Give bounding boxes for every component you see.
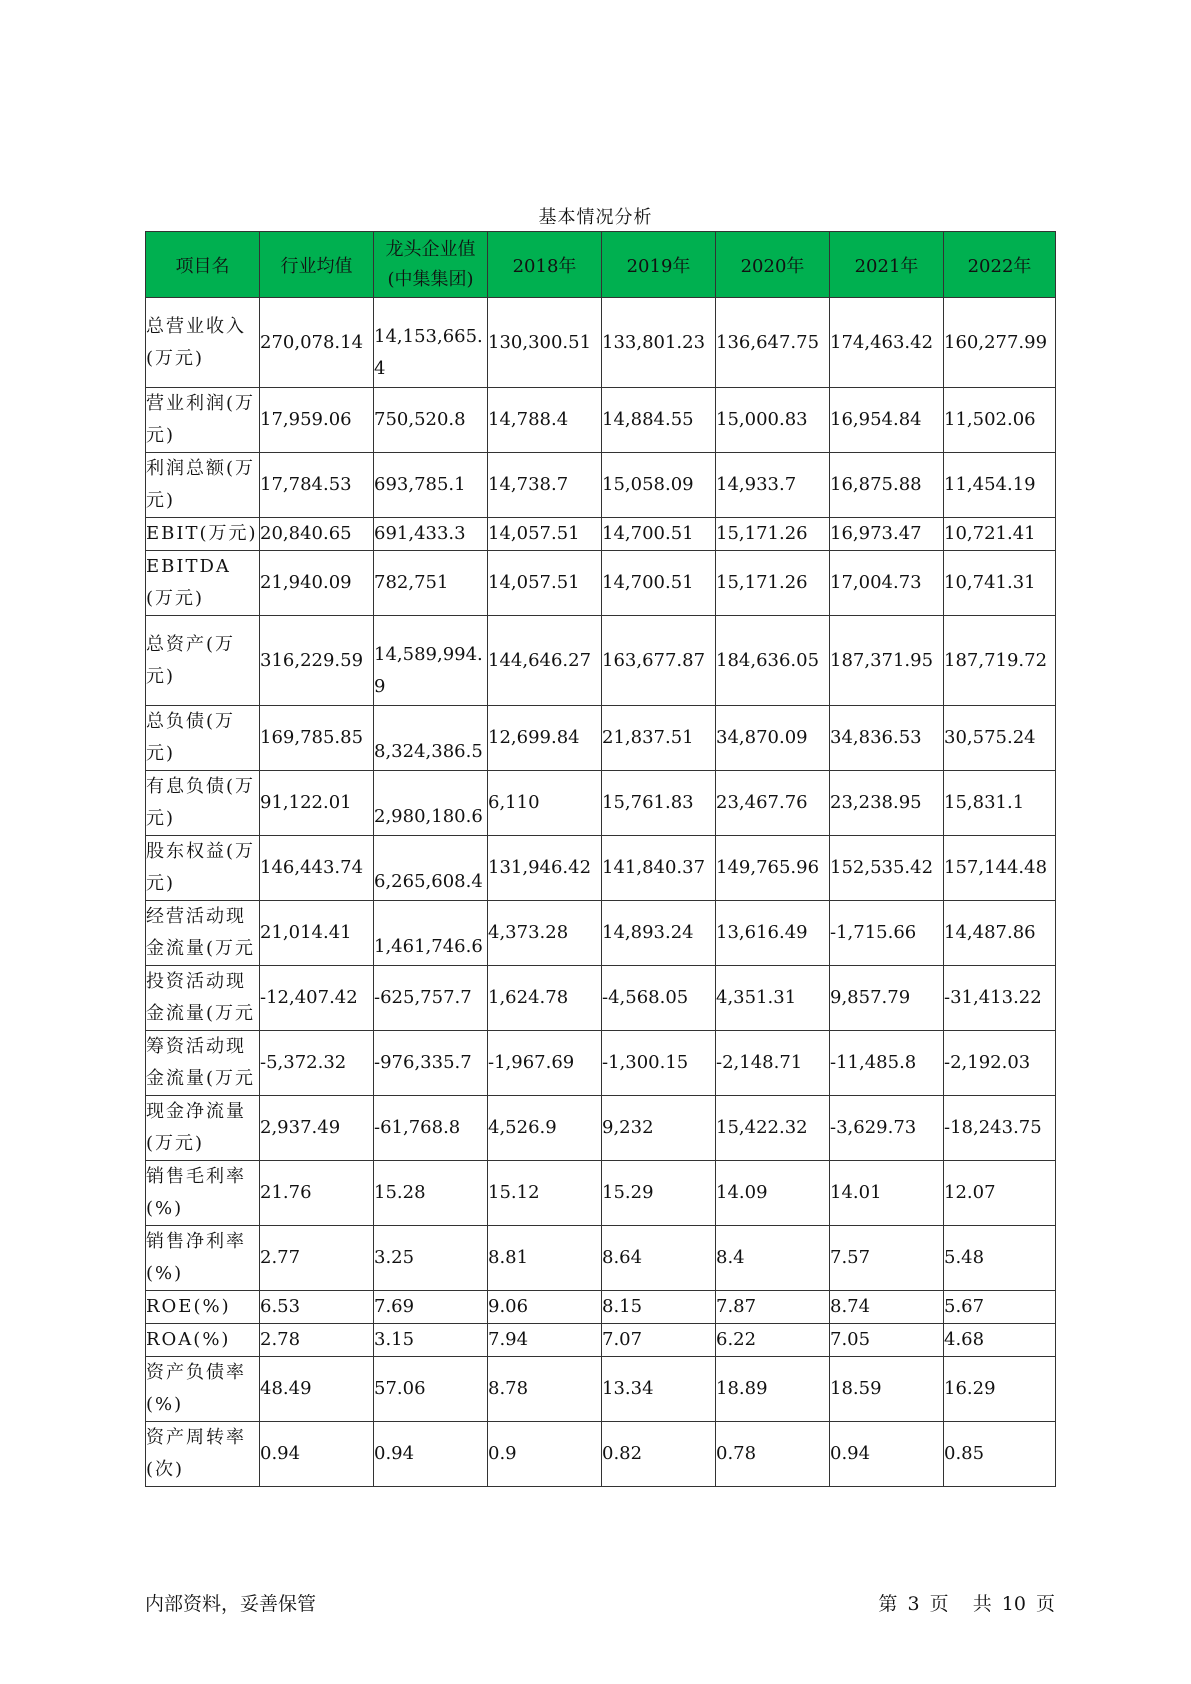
table-cell: 15,000.83 <box>716 388 830 453</box>
table-cell: 1,461,746.6 <box>374 901 488 966</box>
table-cell: 14,057.51 <box>488 518 602 551</box>
header-2020: 2020年 <box>716 232 830 298</box>
table-cell: 15,171.26 <box>716 551 830 616</box>
table-body <box>146 298 1056 1487</box>
row-label: 筹资活动现金流量(万元 <box>146 1031 260 1096</box>
table-cell: 18.59 <box>830 1357 944 1422</box>
table-cell: 15,171.26 <box>716 518 830 551</box>
table-cell: 0.94 <box>830 1422 944 1487</box>
table-cell: 10,721.41 <box>944 518 1056 551</box>
table-cell: 11,502.06 <box>944 388 1056 453</box>
table-row <box>146 551 1056 616</box>
table-cell: 4,373.28 <box>488 901 602 966</box>
table-cell: 91,122.01 <box>260 771 374 836</box>
row-label: 投资活动现金流量(万元 <box>146 966 260 1031</box>
table-row <box>146 518 1056 551</box>
table-cell: 0.82 <box>602 1422 716 1487</box>
table-cell: 14,788.4 <box>488 388 602 453</box>
header-2022: 2022年 <box>944 232 1056 298</box>
row-label: 经营活动现金流量(万元 <box>146 901 260 966</box>
table-cell: 34,836.53 <box>830 706 944 771</box>
table-cell: 14,738.7 <box>488 453 602 518</box>
table-row <box>146 388 1056 453</box>
table-cell: 2,980,180.6 <box>374 771 488 836</box>
table-cell: 8.81 <box>488 1226 602 1291</box>
table-cell: 21.76 <box>260 1161 374 1226</box>
table-cell: 1,624.78 <box>488 966 602 1031</box>
table-cell: 4,526.9 <box>488 1096 602 1161</box>
table-cell: 8.64 <box>602 1226 716 1291</box>
table-cell: -625,757.7 <box>374 966 488 1031</box>
table-cell: 7.07 <box>602 1324 716 1357</box>
table-cell: -2,148.71 <box>716 1031 830 1096</box>
table-title: 基本情况分析 <box>538 207 653 228</box>
table-cell: 21,940.09 <box>260 551 374 616</box>
table-cell: 316,229.59 <box>260 616 374 706</box>
table-row <box>146 453 1056 518</box>
table-cell: 691,433.3 <box>374 518 488 551</box>
total-prefix: 共 <box>972 1593 992 1615</box>
table-cell: 160,277.99 <box>944 298 1056 388</box>
table-cell: -976,335.7 <box>374 1031 488 1096</box>
table-cell: 157,144.48 <box>944 836 1056 901</box>
total-pages: 10 <box>1001 1593 1026 1615</box>
table-cell: 20,840.65 <box>260 518 374 551</box>
table-cell: -3,629.73 <box>830 1096 944 1161</box>
table-cell: 12,699.84 <box>488 706 602 771</box>
table-row <box>146 1324 1056 1357</box>
table-cell: 146,443.74 <box>260 836 374 901</box>
table-row <box>146 1161 1056 1226</box>
table-cell: 30,575.24 <box>944 706 1056 771</box>
table-cell: 0.78 <box>716 1422 830 1487</box>
table-cell: 0.9 <box>488 1422 602 1487</box>
table-cell: 8.78 <box>488 1357 602 1422</box>
table-cell: 6,110 <box>488 771 602 836</box>
row-label: 利润总额(万元) <box>146 453 260 518</box>
table-cell: 23,467.76 <box>716 771 830 836</box>
row-label: 总资产(万元) <box>146 616 260 706</box>
table-cell: 21,837.51 <box>602 706 716 771</box>
table-cell: 14,589,994.9 <box>374 616 488 706</box>
table-cell: 0.85 <box>944 1422 1056 1487</box>
table-row <box>146 1096 1056 1161</box>
table-cell: -1,967.69 <box>488 1031 602 1096</box>
table-cell: 9,232 <box>602 1096 716 1161</box>
table-cell: 149,765.96 <box>716 836 830 901</box>
table-cell: 187,719.72 <box>944 616 1056 706</box>
table-cell: 14.01 <box>830 1161 944 1226</box>
table-cell: -12,407.42 <box>260 966 374 1031</box>
table-cell: 7.87 <box>716 1291 830 1324</box>
row-label: 资产负债率(%) <box>146 1357 260 1422</box>
table-cell: 14.09 <box>716 1161 830 1226</box>
header-leader-label: 龙头企业值(中集集团) <box>385 238 476 290</box>
table-cell: 693,785.1 <box>374 453 488 518</box>
table-cell: -2,192.03 <box>944 1031 1056 1096</box>
table-cell: 14,700.51 <box>602 518 716 551</box>
table-cell: 0.94 <box>260 1422 374 1487</box>
table-cell: 11,454.19 <box>944 453 1056 518</box>
table-cell: 17,004.73 <box>830 551 944 616</box>
table-cell: 14,893.24 <box>602 901 716 966</box>
table-cell: 141,840.37 <box>602 836 716 901</box>
table-cell: 5.67 <box>944 1291 1056 1324</box>
header-2021: 2021年 <box>830 232 944 298</box>
table-row <box>146 616 1056 706</box>
table-cell: 3.25 <box>374 1226 488 1291</box>
table-cell: 163,677.87 <box>602 616 716 706</box>
table-row <box>146 298 1056 388</box>
table-cell: -18,243.75 <box>944 1096 1056 1161</box>
table-cell: 782,751 <box>374 551 488 616</box>
table-cell: 14,057.51 <box>488 551 602 616</box>
row-label: 资产周转率(次) <box>146 1422 260 1487</box>
table-cell: 2,937.49 <box>260 1096 374 1161</box>
table-row <box>146 1291 1056 1324</box>
row-label: ROE(%) <box>146 1291 260 1324</box>
table-row <box>146 966 1056 1031</box>
table-cell: 8.15 <box>602 1291 716 1324</box>
table-cell: -4,568.05 <box>602 966 716 1031</box>
row-label: 销售毛利率(%) <box>146 1161 260 1226</box>
table-cell: 144,646.27 <box>488 616 602 706</box>
table-cell: 14,884.55 <box>602 388 716 453</box>
table-row <box>146 1226 1056 1291</box>
table-cell: 15.28 <box>374 1161 488 1226</box>
table-cell: 14,700.51 <box>602 551 716 616</box>
table-cell: 13.34 <box>602 1357 716 1422</box>
table-cell: 16,875.88 <box>830 453 944 518</box>
header-item-name: 项目名 <box>146 232 260 298</box>
row-label: ROA(%) <box>146 1324 260 1357</box>
table-cell: 6.53 <box>260 1291 374 1324</box>
table-cell: 2.77 <box>260 1226 374 1291</box>
table-cell: 0.94 <box>374 1422 488 1487</box>
table-cell: 2.78 <box>260 1324 374 1357</box>
table-cell: 16,973.47 <box>830 518 944 551</box>
table-row <box>146 1031 1056 1096</box>
table-cell: 48.49 <box>260 1357 374 1422</box>
table-cell: 14,933.7 <box>716 453 830 518</box>
table-cell: 4,351.31 <box>716 966 830 1031</box>
table-cell: 136,647.75 <box>716 298 830 388</box>
header-leader-value <box>374 232 488 298</box>
table-cell: 7.57 <box>830 1226 944 1291</box>
page-prefix: 第 <box>878 1593 898 1615</box>
table-cell: 5.48 <box>944 1226 1056 1291</box>
table-cell: -5,372.32 <box>260 1031 374 1096</box>
row-label: 销售净利率(%) <box>146 1226 260 1291</box>
header-2019: 2019年 <box>602 232 716 298</box>
table-cell: 16,954.84 <box>830 388 944 453</box>
table-cell: 184,636.05 <box>716 616 830 706</box>
header-row <box>146 232 1056 298</box>
table-row <box>146 771 1056 836</box>
total-suffix: 页 <box>1035 1593 1055 1615</box>
analysis-table <box>145 231 1056 1487</box>
table-cell: 187,371.95 <box>830 616 944 706</box>
row-label: EBIT(万元) <box>146 518 260 551</box>
header-2018: 2018年 <box>488 232 602 298</box>
table-cell: 12.07 <box>944 1161 1056 1226</box>
row-label: 现金净流量(万元) <box>146 1096 260 1161</box>
table-cell: 270,078.14 <box>260 298 374 388</box>
table-cell: 7.94 <box>488 1324 602 1357</box>
table-cell: 15,422.32 <box>716 1096 830 1161</box>
row-label: 股东权益(万元) <box>146 836 260 901</box>
table-cell: 15.12 <box>488 1161 602 1226</box>
table-cell: 17,784.53 <box>260 453 374 518</box>
table-cell: 15.29 <box>602 1161 716 1226</box>
table-cell: 21,014.41 <box>260 901 374 966</box>
row-label: 总营业收入(万元) <box>146 298 260 388</box>
table-cell: -1,715.66 <box>830 901 944 966</box>
table-row <box>146 1357 1056 1422</box>
table-cell: 14,153,665.4 <box>374 298 488 388</box>
header-industry-avg: 行业均值 <box>260 232 374 298</box>
table-cell: -31,413.22 <box>944 966 1056 1031</box>
table-cell: 15,831.1 <box>944 771 1056 836</box>
page-suffix: 页 <box>929 1593 949 1615</box>
row-label: 有息负债(万元) <box>146 771 260 836</box>
row-label: 营业利润(万元) <box>146 388 260 453</box>
table-cell: 6.22 <box>716 1324 830 1357</box>
table-cell: 169,785.85 <box>260 706 374 771</box>
table-cell: 152,535.42 <box>830 836 944 901</box>
table-cell: 131,946.42 <box>488 836 602 901</box>
table-cell: 750,520.8 <box>374 388 488 453</box>
table-cell: 7.69 <box>374 1291 488 1324</box>
table-cell: 23,238.95 <box>830 771 944 836</box>
table-cell: 130,300.51 <box>488 298 602 388</box>
table-cell: 6,265,608.4 <box>374 836 488 901</box>
page-current: 3 <box>907 1593 920 1615</box>
row-label: 总负债(万元) <box>146 706 260 771</box>
table-row <box>146 706 1056 771</box>
table-cell: 8.4 <box>716 1226 830 1291</box>
table-row <box>146 836 1056 901</box>
table-cell: 8.74 <box>830 1291 944 1324</box>
table-cell: 10,741.31 <box>944 551 1056 616</box>
table-cell: 3.15 <box>374 1324 488 1357</box>
table-cell: 8,324,386.5 <box>374 706 488 771</box>
table-cell: -61,768.8 <box>374 1096 488 1161</box>
table-cell: 133,801.23 <box>602 298 716 388</box>
table-cell: 9.06 <box>488 1291 602 1324</box>
table-row <box>146 1422 1056 1487</box>
table-cell: 17,959.06 <box>260 388 374 453</box>
table-cell: 15,761.83 <box>602 771 716 836</box>
table-cell: 7.05 <box>830 1324 944 1357</box>
table-cell: -1,300.15 <box>602 1031 716 1096</box>
table-cell: 57.06 <box>374 1357 488 1422</box>
row-label: EBITDA(万元) <box>146 551 260 616</box>
table-cell: 4.68 <box>944 1324 1056 1357</box>
table-cell: 34,870.09 <box>716 706 830 771</box>
table-cell: 16.29 <box>944 1357 1056 1422</box>
table-cell: 18.89 <box>716 1357 830 1422</box>
footer-confidential-note: 内部资料，妥善保管 <box>145 1593 317 1615</box>
table-row <box>146 901 1056 966</box>
footer-page-number <box>874 1589 1055 1616</box>
table-cell: 9,857.79 <box>830 966 944 1031</box>
table-cell: 15,058.09 <box>602 453 716 518</box>
table-cell: 14,487.86 <box>944 901 1056 966</box>
table-cell: 174,463.42 <box>830 298 944 388</box>
table-cell: 13,616.49 <box>716 901 830 966</box>
table-cell: -11,485.8 <box>830 1031 944 1096</box>
